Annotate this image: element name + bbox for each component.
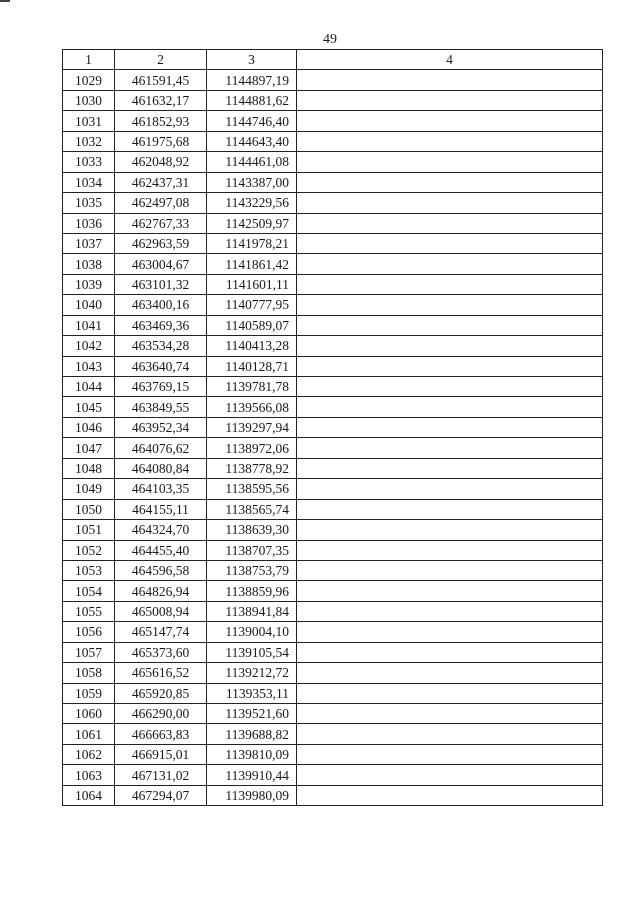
table-row — [63, 254, 603, 274]
table-row — [63, 336, 603, 356]
coordinate-x-cell: 463952,34 — [115, 417, 207, 437]
notes-cell — [297, 724, 603, 744]
notes-cell — [297, 356, 603, 376]
coordinate-y-cell: 1143387,00 — [207, 172, 297, 192]
coordinate-x-cell: 462767,33 — [115, 213, 207, 233]
coordinate-x-cell: 463469,36 — [115, 315, 207, 335]
coordinate-y-cell: 1139521,60 — [207, 704, 297, 724]
coordinate-y-cell: 1144881,62 — [207, 90, 297, 110]
notes-cell — [297, 744, 603, 764]
point-number-cell: 1042 — [63, 336, 115, 356]
table-row — [63, 90, 603, 110]
table-row — [63, 295, 603, 315]
table-row — [63, 193, 603, 213]
point-number-cell: 1056 — [63, 622, 115, 642]
coordinate-x-cell: 464596,58 — [115, 560, 207, 580]
notes-cell — [297, 581, 603, 601]
coordinate-y-cell: 1139810,09 — [207, 744, 297, 764]
point-number-cell: 1032 — [63, 131, 115, 151]
notes-cell — [297, 233, 603, 253]
point-number-cell: 1035 — [63, 193, 115, 213]
table-row — [63, 111, 603, 131]
coordinate-y-cell: 1138753,79 — [207, 560, 297, 580]
notes-cell — [297, 70, 603, 90]
coordinate-y-cell: 1138972,06 — [207, 438, 297, 458]
point-number-cell: 1031 — [63, 111, 115, 131]
coordinate-x-cell: 465373,60 — [115, 642, 207, 662]
table-row — [63, 356, 603, 376]
point-number-cell: 1054 — [63, 581, 115, 601]
coordinate-y-cell: 1139353,11 — [207, 683, 297, 703]
notes-cell — [297, 438, 603, 458]
notes-cell — [297, 765, 603, 785]
notes-cell — [297, 213, 603, 233]
coordinate-y-cell: 1144643,40 — [207, 131, 297, 151]
point-number-cell: 1033 — [63, 152, 115, 172]
coordinate-y-cell: 1138707,35 — [207, 540, 297, 560]
notes-cell — [297, 397, 603, 417]
coordinate-y-cell: 1138778,92 — [207, 458, 297, 478]
table-row — [63, 499, 603, 519]
table-row — [63, 417, 603, 437]
table-row — [63, 540, 603, 560]
notes-cell — [297, 417, 603, 437]
coordinate-x-cell: 465920,85 — [115, 683, 207, 703]
point-number-cell: 1040 — [63, 295, 115, 315]
coordinate-x-cell: 463769,15 — [115, 377, 207, 397]
notes-cell — [297, 479, 603, 499]
coordinate-x-cell: 462437,31 — [115, 172, 207, 192]
coordinate-x-cell: 462048,92 — [115, 152, 207, 172]
point-number-cell: 1051 — [63, 520, 115, 540]
coordinate-y-cell: 1139105,54 — [207, 642, 297, 662]
point-number-cell: 1061 — [63, 724, 115, 744]
coordinate-x-cell: 467294,07 — [115, 785, 207, 805]
table-row — [63, 744, 603, 764]
coordinate-x-cell: 463640,74 — [115, 356, 207, 376]
point-number-cell: 1062 — [63, 744, 115, 764]
table-row — [63, 704, 603, 724]
coordinate-x-cell: 462963,59 — [115, 233, 207, 253]
notes-cell — [297, 152, 603, 172]
coordinate-x-cell: 464103,35 — [115, 479, 207, 499]
table-row — [63, 724, 603, 744]
point-number-cell: 1043 — [63, 356, 115, 376]
coordinate-y-cell: 1143229,56 — [207, 193, 297, 213]
coordinate-x-cell: 461975,68 — [115, 131, 207, 151]
table-header-row — [63, 50, 603, 70]
coordinate-y-cell: 1140777,95 — [207, 295, 297, 315]
table-row — [63, 315, 603, 335]
notes-cell — [297, 642, 603, 662]
coordinate-y-cell: 1142509,97 — [207, 213, 297, 233]
notes-cell — [297, 90, 603, 110]
coordinate-y-cell: 1138565,74 — [207, 499, 297, 519]
page-number: 49 — [323, 32, 337, 47]
column-header-1: 1 — [63, 50, 115, 70]
notes-cell — [297, 663, 603, 683]
point-number-cell: 1038 — [63, 254, 115, 274]
notes-cell — [297, 540, 603, 560]
notes-cell — [297, 785, 603, 805]
notes-cell — [297, 193, 603, 213]
point-number-cell: 1064 — [63, 785, 115, 805]
notes-cell — [297, 274, 603, 294]
table-row — [63, 642, 603, 662]
point-number-cell: 1030 — [63, 90, 115, 110]
notes-cell — [297, 111, 603, 131]
coordinate-y-cell: 1138639,30 — [207, 520, 297, 540]
point-number-cell: 1049 — [63, 479, 115, 499]
table-row — [63, 274, 603, 294]
notes-cell — [297, 520, 603, 540]
point-number-cell: 1044 — [63, 377, 115, 397]
notes-cell — [297, 499, 603, 519]
coordinate-x-cell: 463534,28 — [115, 336, 207, 356]
point-number-cell: 1034 — [63, 172, 115, 192]
coordinate-y-cell: 1139297,94 — [207, 417, 297, 437]
coordinate-x-cell: 464155,11 — [115, 499, 207, 519]
table-row — [63, 663, 603, 683]
coordinate-y-cell: 1141978,21 — [207, 233, 297, 253]
table-row — [63, 520, 603, 540]
table-row — [63, 458, 603, 478]
coordinate-y-cell: 1141601,11 — [207, 274, 297, 294]
table-row — [63, 131, 603, 151]
column-header-3: 3 — [207, 50, 297, 70]
point-number-cell: 1053 — [63, 560, 115, 580]
table-row — [63, 213, 603, 233]
coordinate-y-cell: 1141861,42 — [207, 254, 297, 274]
coordinate-x-cell: 464826,94 — [115, 581, 207, 601]
column-header-2: 2 — [115, 50, 207, 70]
coordinate-y-cell: 1140589,07 — [207, 315, 297, 335]
coordinate-y-cell: 1138595,56 — [207, 479, 297, 499]
coordinate-x-cell: 464455,40 — [115, 540, 207, 560]
coordinate-x-cell: 463400,16 — [115, 295, 207, 315]
coordinate-x-cell: 467131,02 — [115, 765, 207, 785]
column-header-4: 4 — [297, 50, 603, 70]
table-row — [63, 785, 603, 805]
coordinate-y-cell: 1144897,19 — [207, 70, 297, 90]
table-row — [63, 70, 603, 90]
table-row — [63, 479, 603, 499]
point-number-cell: 1039 — [63, 274, 115, 294]
coordinate-x-cell: 465008,94 — [115, 601, 207, 621]
coordinate-x-cell: 466290,00 — [115, 704, 207, 724]
coordinate-x-cell: 465616,52 — [115, 663, 207, 683]
coordinate-y-cell: 1139980,09 — [207, 785, 297, 805]
notes-cell — [297, 254, 603, 274]
coordinate-y-cell: 1139688,82 — [207, 724, 297, 744]
notes-cell — [297, 704, 603, 724]
notes-cell — [297, 377, 603, 397]
point-number-cell: 1055 — [63, 601, 115, 621]
table-row — [63, 765, 603, 785]
point-number-cell: 1029 — [63, 70, 115, 90]
point-number-cell: 1058 — [63, 663, 115, 683]
table-row — [63, 601, 603, 621]
table-row — [63, 581, 603, 601]
coordinate-y-cell: 1139781,78 — [207, 377, 297, 397]
coordinate-x-cell: 465147,74 — [115, 622, 207, 642]
table-row — [63, 233, 603, 253]
notes-cell — [297, 458, 603, 478]
coordinate-x-cell: 466663,83 — [115, 724, 207, 744]
coordinate-y-cell: 1144746,40 — [207, 111, 297, 131]
point-number-cell: 1057 — [63, 642, 115, 662]
point-number-cell: 1048 — [63, 458, 115, 478]
table-row — [63, 172, 603, 192]
coordinate-y-cell: 1139910,44 — [207, 765, 297, 785]
table-row — [63, 622, 603, 642]
notes-cell — [297, 622, 603, 642]
notes-cell — [297, 295, 603, 315]
coordinate-x-cell: 464080,84 — [115, 458, 207, 478]
point-number-cell: 1045 — [63, 397, 115, 417]
table-row — [63, 152, 603, 172]
point-number-cell: 1060 — [63, 704, 115, 724]
coordinate-x-cell: 461632,17 — [115, 90, 207, 110]
coordinate-y-cell: 1144461,08 — [207, 152, 297, 172]
coordinate-x-cell: 461591,45 — [115, 70, 207, 90]
point-number-cell: 1059 — [63, 683, 115, 703]
table-row — [63, 377, 603, 397]
point-number-cell: 1052 — [63, 540, 115, 560]
point-number-cell: 1036 — [63, 213, 115, 233]
table-row — [63, 560, 603, 580]
coordinate-y-cell: 1139566,08 — [207, 397, 297, 417]
notes-cell — [297, 560, 603, 580]
coordinate-x-cell: 464076,62 — [115, 438, 207, 458]
point-number-cell: 1047 — [63, 438, 115, 458]
table-row — [63, 397, 603, 417]
notes-cell — [297, 601, 603, 621]
coordinate-y-cell: 1138859,96 — [207, 581, 297, 601]
point-number-cell: 1063 — [63, 765, 115, 785]
coordinate-x-cell: 461852,93 — [115, 111, 207, 131]
coordinate-x-cell: 463849,55 — [115, 397, 207, 417]
coordinate-x-cell: 464324,70 — [115, 520, 207, 540]
point-number-cell: 1046 — [63, 417, 115, 437]
notes-cell — [297, 315, 603, 335]
table-body — [63, 70, 603, 806]
notes-cell — [297, 683, 603, 703]
coordinate-y-cell: 1140128,71 — [207, 356, 297, 376]
coordinate-x-cell: 466915,01 — [115, 744, 207, 764]
notes-cell — [297, 336, 603, 356]
point-number-cell: 1050 — [63, 499, 115, 519]
point-number-cell: 1037 — [63, 233, 115, 253]
coordinate-y-cell: 1140413,28 — [207, 336, 297, 356]
coordinate-x-cell: 462497,08 — [115, 193, 207, 213]
coordinate-y-cell: 1138941,84 — [207, 601, 297, 621]
table-row — [63, 438, 603, 458]
notes-cell — [297, 172, 603, 192]
notes-cell — [297, 131, 603, 151]
point-number-cell: 1041 — [63, 315, 115, 335]
coordinate-x-cell: 463101,32 — [115, 274, 207, 294]
table-row — [63, 683, 603, 703]
scan-corner-mark — [0, 0, 10, 2]
coordinate-y-cell: 1139212,72 — [207, 663, 297, 683]
coordinate-x-cell: 463004,67 — [115, 254, 207, 274]
coordinates-table — [62, 49, 603, 806]
coordinate-y-cell: 1139004,10 — [207, 622, 297, 642]
